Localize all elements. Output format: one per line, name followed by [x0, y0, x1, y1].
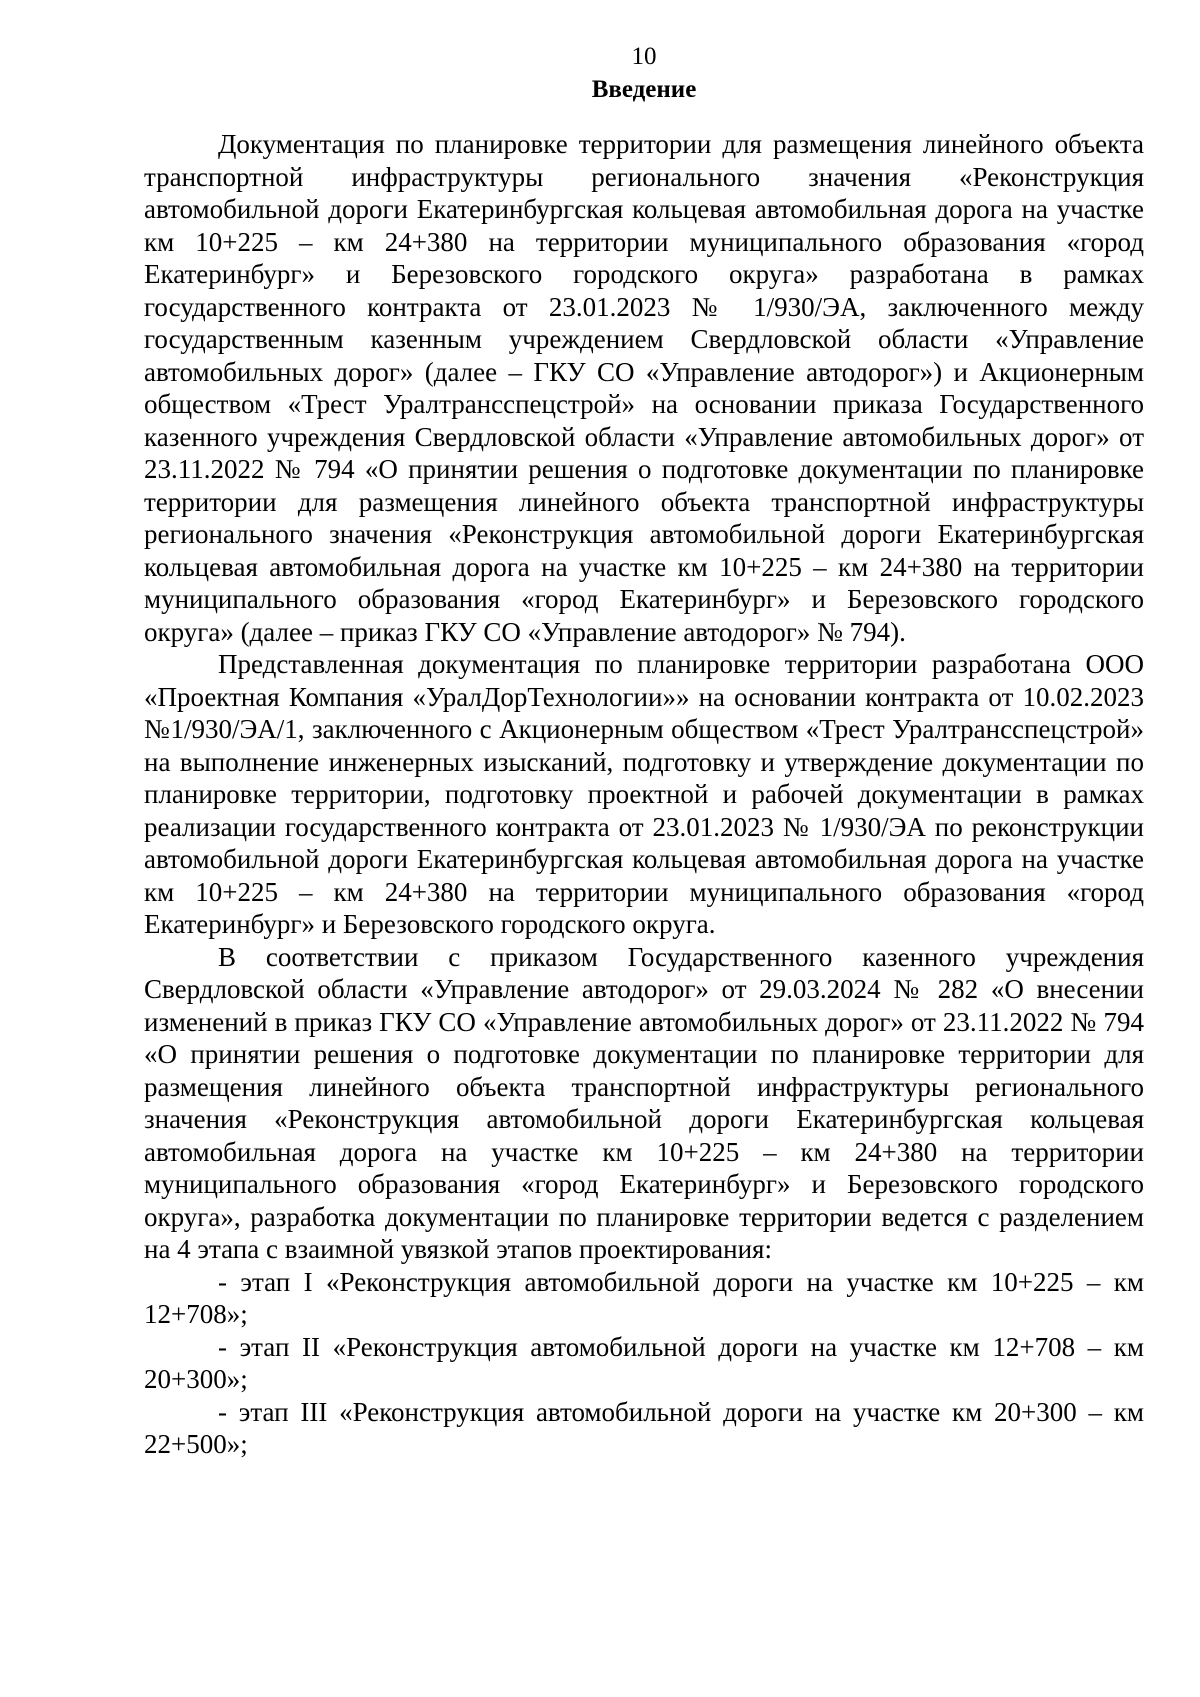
paragraph-contract: Представленная документация по планировке территории разработана ООО «Проектная Компания «УралДорТехнологии»» на основании контракта от 10.02.2023 №1/930/ЭА/1, заключенного с Акционерным обществом «Трест Уралтрансспецстрой» на выполнение инженерных изысканий, подготовку и утверждение документации по планировке территории, подготовку проектной и рабочей документации в рамках реализации государственного контракта от 23.01.2023 № 1/930/ЭА по реконструкции автомобильной дороги Екатеринбургская кольцевая автомобильная дорога на участке км 10+225 – км 24+380 на территории муниципального образования «город Екатеринбург» и Березовского городского округа.	[144, 649, 1144, 939]
list-item-stage-2: - этап II «Реконструкция автомобильной дороги на участке км 12+708 – км 20+300»;	[144, 1331, 1144, 1394]
page-number: 10	[631, 43, 657, 70]
section-title: Введение	[591, 76, 697, 103]
paragraph-stages: В соответствии с приказом Государственного казенного учреждения Свердловской области «Управление автодорог» от 29.03.2024 № 282 «О внесении изменений в приказ ГКУ СО «Управление автомобильных дорог» от 23.11.2022 № 794 «О принятии решения о подготовке документации по планировке территории для размещения линейного объекта транспортной инфраструктуры регионального значения «Реконструкция автомобильной дороги Екатеринбургская кольцевая автомобильная дорога на участке км 10+225 – км 24+380 на территории муниципального образования «город Екатеринбург» и Березовского городского округа», разработка документации по планировке территории ведется с разделением на 4 этапа с взаимной увязкой этапов проектирования:	[144, 941, 1144, 1264]
list-item-stage-3: - этап III «Реконструкция автомобильной дороги на участке км 20+300 – км 22+500»;	[144, 1396, 1144, 1459]
list-item-stage-1: - этап I «Реконструкция автомобильной дороги на участке км 10+225 – км 12+708»;	[144, 1266, 1144, 1329]
paragraph-intro: Документация по планировке территории для размещения линейного объекта транспортной инфраструктуры регионального значения «Реконструкция автомобильной дороги Екатеринбургская кольцевая автомобильная дорога на участке км 10+225 – км 24+380 на территории муниципального образования «город Екатеринбург» и Березовского городского округа» разработана в рамках государственного контракта от 23.01.2023 № 1/930/ЭА, заключенного между государственным казенным учреждением Свердловской области «Управление автомобильных дорог» (далее – ГКУ СО «Управление автодорог») и Акционерным обществом «Трест Уралтрансспецстрой» на основании приказа Государственного казенного учреждения Свердловской области «Управление автомобильных дорог» от 23.11.2022 № 794 «О принятии решения о подготовке документации по планировке территории для размещения линейного объекта транспортной инфраструктуры регионального значения «Реконструкция автомобильной дороги Екатеринбургская кольцевая автомобильная дорога на участке км 10+225 – км 24+380 на территории муниципального образования «город Екатеринбург» и Березовского городского округа» (далее – приказ ГКУ СО «Управление автодорог» № 794).	[144, 129, 1144, 647]
document-page	[144, 40, 1144, 1461]
